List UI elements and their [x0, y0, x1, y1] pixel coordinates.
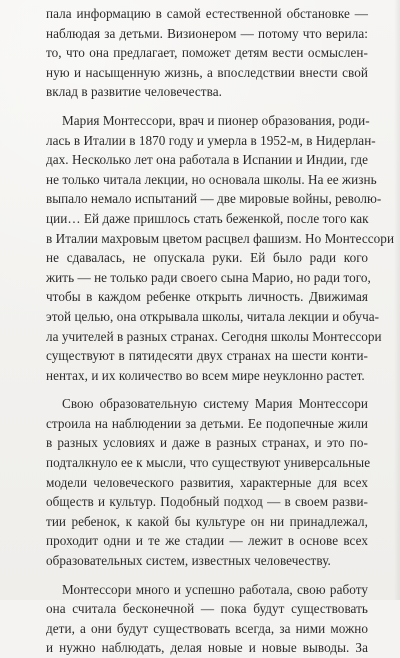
paragraph-line: Монтессори много и успешно работала, свою работу	[62, 581, 368, 597]
paragraph-line: пала информацию в самой естественной обстановке —	[46, 6, 368, 21]
paragraph-line: ции… Ей даже пришлось стать беженкой, после того как	[46, 210, 369, 226]
paragraph-gap	[46, 385, 368, 394]
paragraph-3	[46, 394, 371, 570]
paragraph-line: наблюдая за детьми. Визионером — потому что верила:	[46, 25, 368, 41]
paragraph-line: не сдавалась, не опускала руки. Ей было ради кого	[46, 250, 368, 266]
page-text	[46, 4, 395, 658]
paragraph-line: ную и насыщенную жизнь, а впоследствии внести свой	[46, 64, 368, 80]
paragraph-line: подталкнуло ее к мысли, что существуют универсальные	[46, 455, 371, 471]
paragraph-line: выпало немало испытаний — две мировые войны, револю-	[46, 191, 382, 207]
paragraph-line: ла учителей в разных странах. Сегодня школы Монтессори	[46, 328, 382, 344]
paragraph-line: тии ребенок, к какой бы культуре он ни принадлежал,	[46, 513, 368, 529]
paragraph-line: дети, а они будут существовать всегда, за ними можно	[46, 620, 368, 636]
paragraph-line: Мария Монтессори, врач и пионер образования, роди-	[62, 112, 370, 128]
paragraph-line: этой целью, она открывала школы, читала лекции и обуча-	[46, 308, 380, 324]
paragraph-line: лась в Италии в 1870 году и умерла в 1952-м, в Нидерлан-	[46, 132, 376, 148]
paragraph-line: Свою образовательную систему Мария Монтессори	[62, 396, 368, 412]
paragraph-line: проходит одни и те же стадии — лежит в основе всех	[46, 533, 368, 549]
paragraph-line: обществ и культур. Подобный подход — в своем разви-	[46, 494, 368, 510]
paragraph-line: существуют в пятидесяти двух странах на шести конти-	[46, 348, 368, 364]
paragraph-line: в разных условиях и даже в разных странах, и это по-	[46, 435, 368, 451]
paragraph-line: образовательных систем, известных человечеству.	[46, 553, 331, 569]
paragraph-line: вклад в развитие человечества.	[46, 84, 222, 100]
paragraph-4	[46, 580, 368, 658]
paragraph-2	[46, 111, 395, 385]
paragraph-line: строила на наблюдении за детьми. Ее подопечные жили	[46, 415, 368, 431]
paragraph-line: модели человеческого развития, характерные для всех	[46, 474, 368, 490]
paragraph-line: она считала бесконечной — пока будут существовать	[46, 601, 368, 617]
paragraph-gap	[46, 571, 368, 580]
page-edge-shadow	[394, 0, 400, 600]
paragraph-line: жить — не только ради своего сына Марио, но ради того,	[46, 269, 371, 285]
paragraph-line: в Италии махровым цветом расцвел фашизм. Но Монтессори	[46, 230, 395, 246]
paragraph-line: то, что она предлагает, поможет детям вести осмыслен-	[46, 45, 368, 61]
paragraph-line: не только читала лекции, но основала школы. На ее жизнь	[46, 171, 377, 187]
paragraph-line: нентах, и их количество во всем мире неуклонно растет.	[46, 367, 365, 383]
paragraph-line: дах. Несколько лет она работала в Испании и Индии, где	[46, 152, 368, 168]
paragraph-gap	[46, 102, 368, 111]
paragraph-line: и нужно наблюдать, делая новые и новые выводы. За	[46, 640, 368, 656]
paragraph-line: чтобы в каждом ребенке открыть личность. Движимая	[46, 289, 368, 305]
paragraph-1	[46, 4, 368, 102]
